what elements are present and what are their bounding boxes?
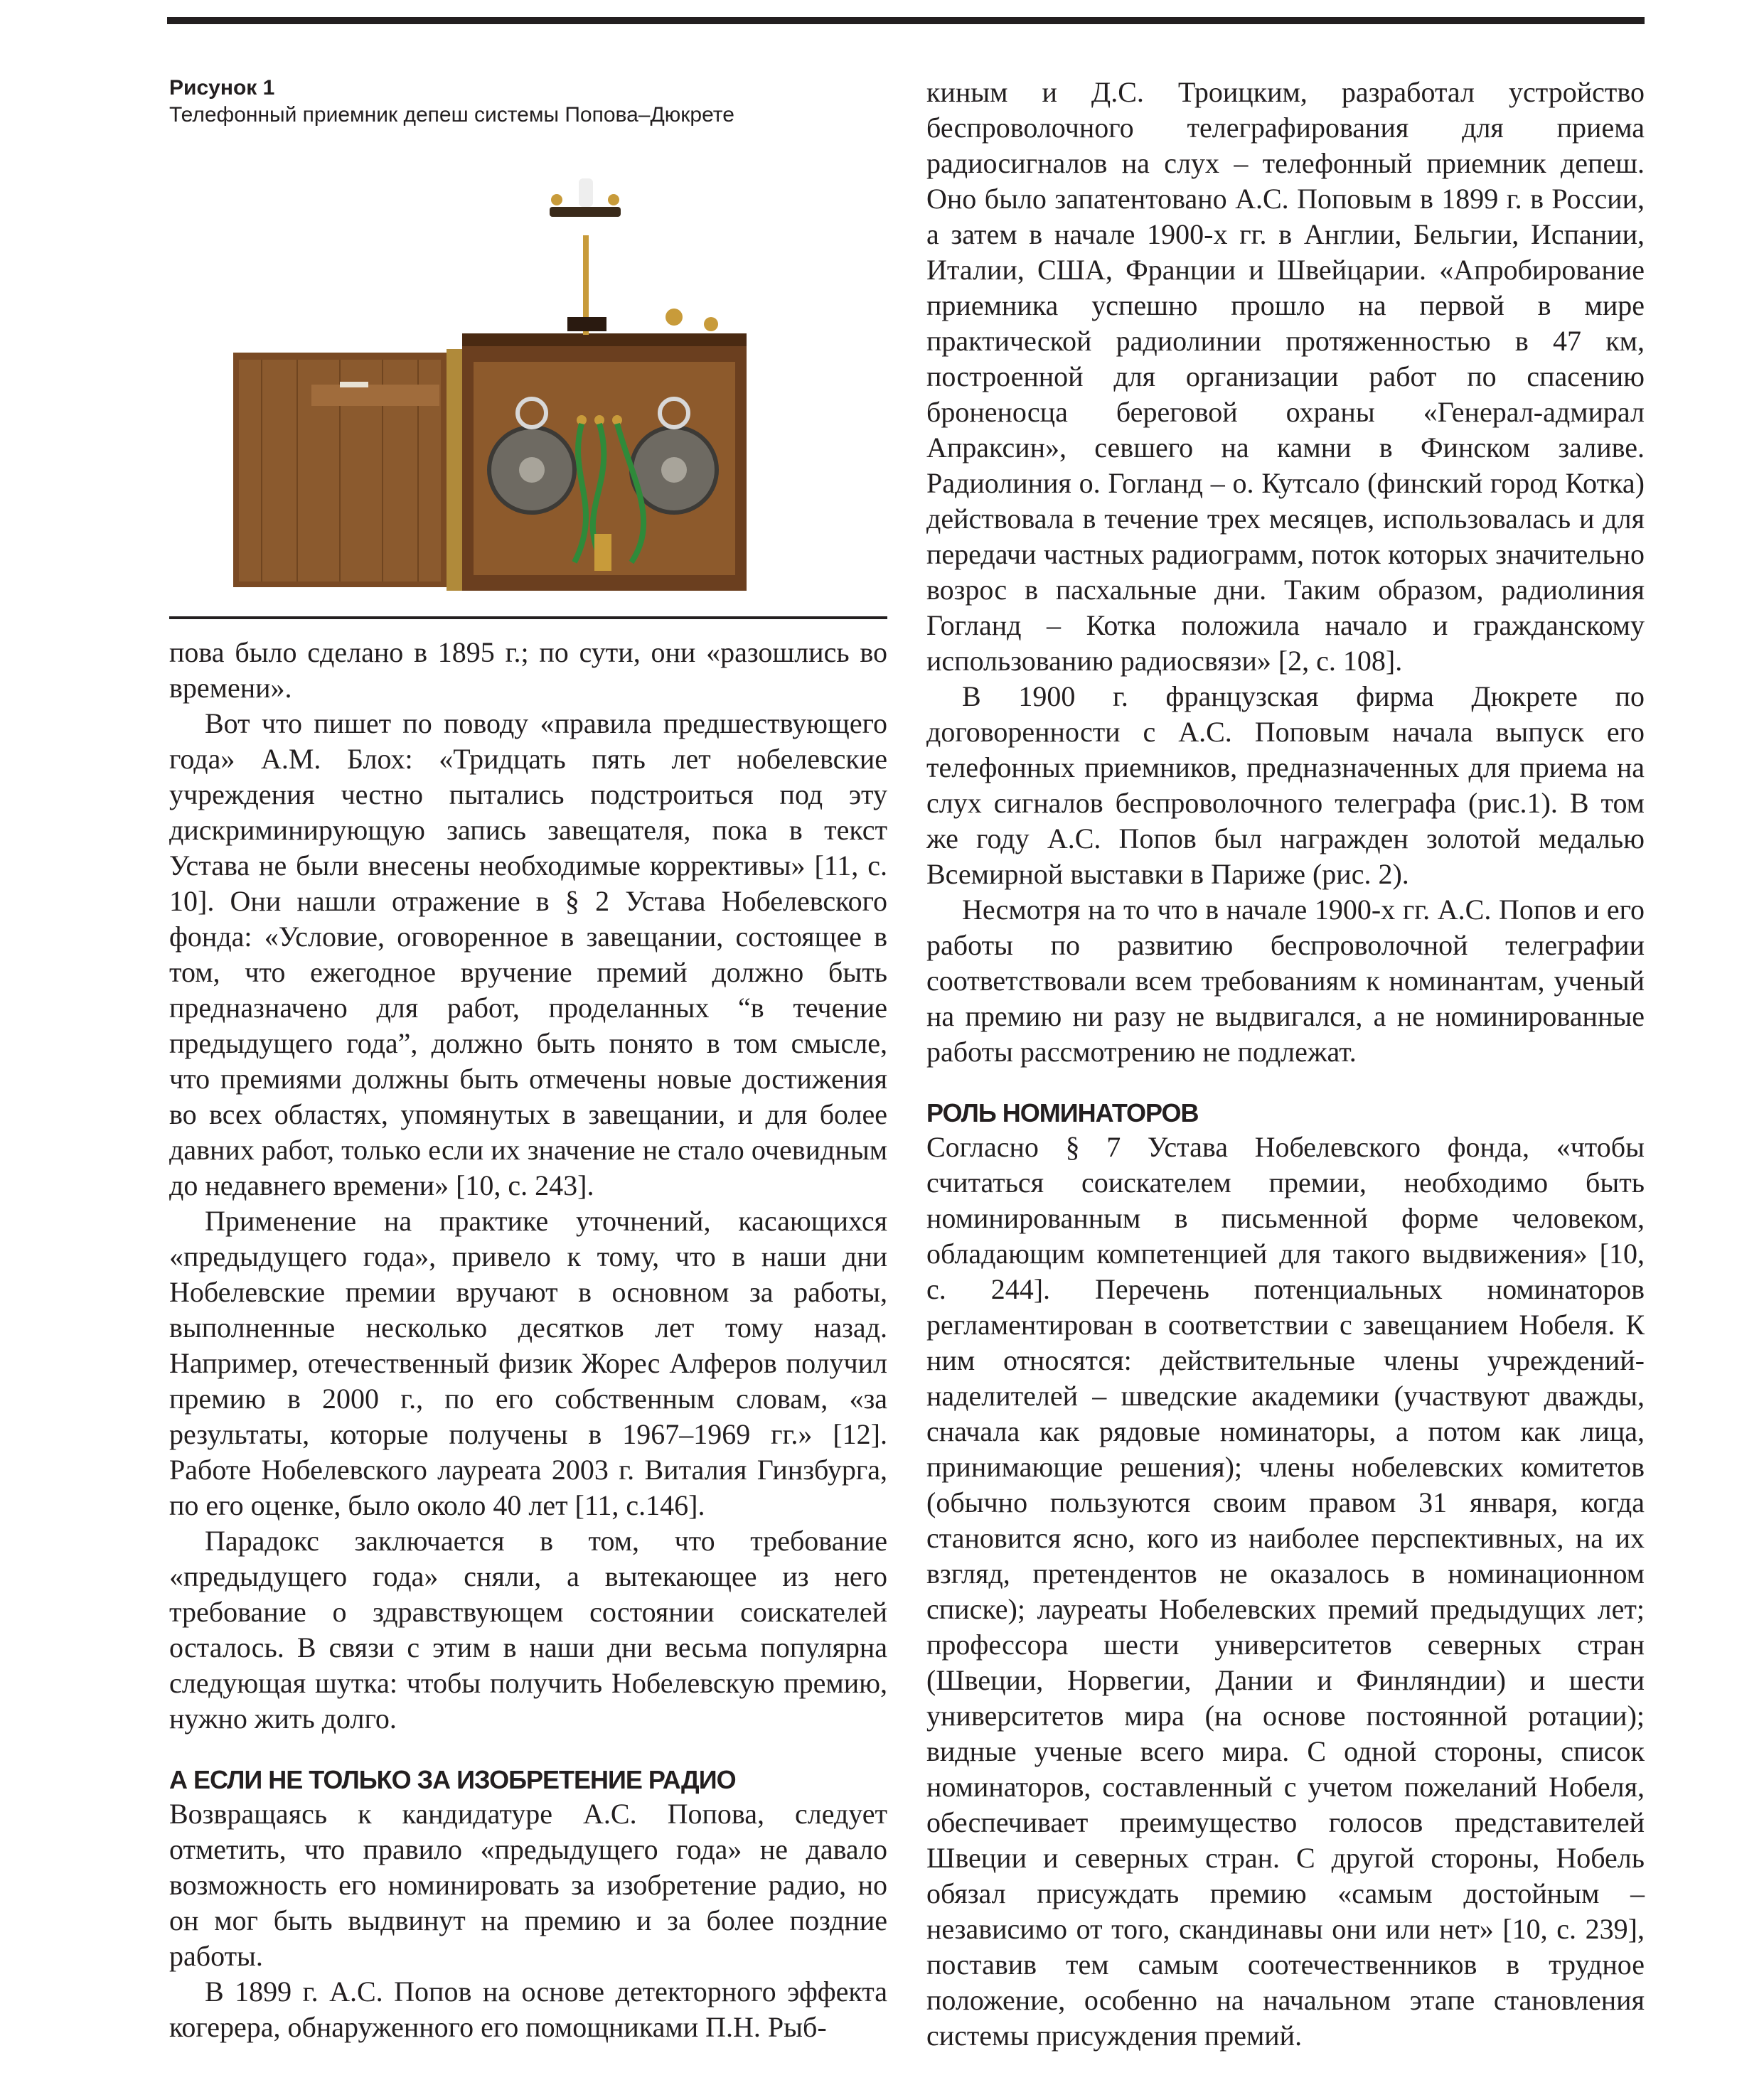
right-paragraph-1: киным и Д.С. Троицким, разработал устройство беспроволочного телеграфирования для приема радиосигналов на слух – телефонный приемник депеш. Оно было запатентовано А.С. Поповым в 1899 г. в России, а затем в начале 1900-х гг. в Англии, Бельгии, Испании, Италии, США, Франции и Швейцарии. «Апробирование приемника успешно прошло на первой в мире практической радиолинии протяженностью в 47 км, построенной для организации работ по спасению броненосца береговой охраны «Генерал-адмирал Апраксин», севшего на камни в Финском заливе. Радиолиния о. Гогланд – о. Кутсало (финский город Котка) действовала в течение трех месяцев, использовалась и для передачи частных радиограмм, поток которых значительно возрос в пасхальные дни. Таким образом, радиолиния Гогланд – Котка положила начало и гражданскому использованию радиосвязи» [2, с. 108]. <box>926 76 1645 677</box>
figure-rule <box>169 616 887 619</box>
section-heading-radio: А ЕСЛИ НЕ ТОЛЬКО ЗА ИЗОБРЕТЕНИЕ РАДИО <box>169 1765 736 1794</box>
left-paragraph-5: Возвращаясь к кандидатуре А.С. Попова, следует отметить, что правило «предыдущего года» не давало возможность его номинировать за изобретение радио, но он мог быть выдвинут на премию и за более поздние работы. <box>169 1798 887 1972</box>
left-column <box>169 75 887 2045</box>
right-paragraph-3: Несмотря на то что в начале 1900-х гг. А.С. Попов и его работы по развитию беспроволочной телеграфии соответствовали всем требованиям к номинантам, ученый на премию ни разу не выдвигался, а не номинированные работы рассмотрению не подлежат. <box>926 894 1645 1068</box>
left-paragraph-1: пова было сделано в 1895 г.; по сути, они «разошлись во времени». <box>169 636 887 704</box>
receiver-photo <box>233 178 752 591</box>
left-paragraph-3: Применение на практике уточнений, касающихся «предыдущего года», привело к тому, что в наши дни Нобелевские премии вручают в основном за работы, выполненные несколько десятков лет тому назад. Например, отечественный физик Жорес Алферов получил премию в 2000 г., по его собственным словам, «за результаты, которые получены в 1967–1969 гг.» [12]. Работе Нобелевского лауреата 2003 г. Виталия Гинзбурга, по его оценке, было около 40 лет [11, с.146]. <box>169 1205 887 1521</box>
left-paragraph-2: Вот что пишет по поводу «правила предшествующего года» А.М. Блох: «Тридцать пять лет нобелевские учреждения честно пытались подстроиться под эту дискриминирующую запись завещателя, пока в текст Устава не были внесены необходимые коррективы» [11, с. 10]. Они нашли отражение в § 2 Устава Нобелевского фонда: «Условие, оговоренное в завещании, состоящее в том, что ежегодное вручение премий должно быть предназначено для работ, проделанных “в течение предыдущего года”, должно быть понято в том смысле, что премиями должны быть отмечены новые достижения во всех областях, упомянутых в завещании, и для более давних работ, только если их значение не стало очевидным до недавнего времени» [10, с. 243]. <box>169 707 887 1201</box>
figure-label: Рисунок 1 <box>169 76 275 100</box>
right-paragraph-4: Согласно § 7 Устава Нобелевского фонда, «чтобы считаться соискателем премии, необходимо быть номинированным в письменной форме человеком, обладающим компетенцией для такого выдвижения» [10, с. 244]. Перечень потенциальных номинаторов регламентирован в соответствии с завещанием Нобеля. К ним относятся: действительные члены учреждений-наделителей – шведские академики (участвуют дважды, сначала как рядовые номинаторы, а потом как лица, принимающие решения); члены нобелевских комитетов (обычно пользуются своим правом 31 января, когда становится ясно, кого из наиболее перспективных, на их взгляд, претендентов не оказалось в номинационном списке); лауреаты Нобелевских премий предыдущих лет; профессора шести университетов северных стран (Швеции, Норвегии, Дании и Финляндии) и шести университетов мира (на основе постоянной ротации); видные ученые всего мира. С одной стороны, список номинаторов, составленный с учетом пожеланий Нобеля, обеспечивает преимущество голосов представителей Швеции и северных стран. С другой стороны, Нобель обязал присуждать премию «самым достойным – независимо от того, скандинавы они или нет» [10, с. 239], поставив тем самым соотечественников в трудное положение, особенно на начальном этапе становления системы присуждения премий. <box>926 1131 1645 2052</box>
right-paragraph-2: В 1900 г. французская фирма Дюкрете по договоренности с А.С. Поповым начала выпуск его телефонных приемников, предназначенных для приема на слух сигналов беспроволочного телеграфа (рис.1). В том же году А.С. Попов был награжден золотой медалью Всемирной выставки в Париже (рис. 2). <box>926 680 1645 890</box>
right-column <box>926 75 1645 2054</box>
top-rule <box>167 17 1645 24</box>
left-paragraph-6: В 1899 г. А.С. Попов на основе детекторного эффекта когерера, обнаруженного его помощниками П.Н. Рыб- <box>169 1976 887 2043</box>
left-paragraph-4: Парадокс заключается в том, что требование «предыдущего года» сняли, а вытекающее из него требование о здравствующем состоянии соискателей осталось. В связи с этим в наши дни весьма популярна следующая шутка: чтобы получить Нобелевскую премию, нужно жить долго. <box>169 1525 887 1735</box>
section-heading-nominators: РОЛЬ НОМИНАТОРОВ <box>926 1098 1199 1127</box>
figure-caption: Телефонный приемник депеш системы Попова–Дюкрете <box>169 103 734 127</box>
